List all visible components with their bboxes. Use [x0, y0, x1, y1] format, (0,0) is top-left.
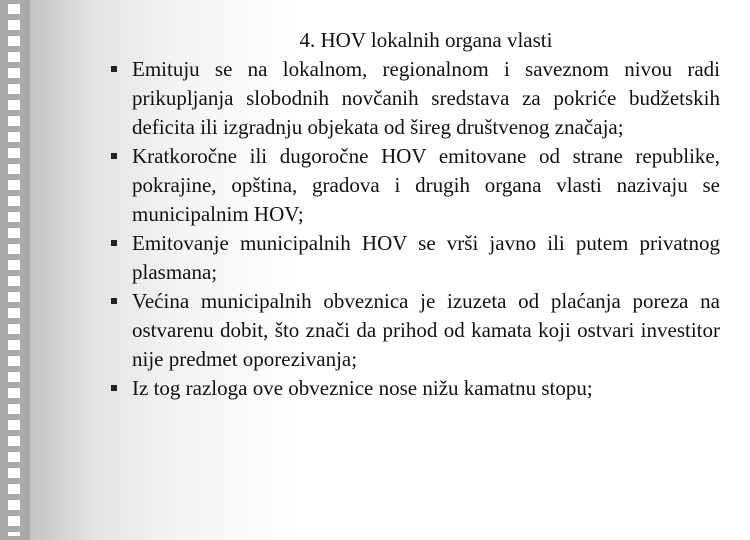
slide-title: 4. HOV lokalnih organa vlasti: [299, 28, 553, 52]
bullet-list: [108, 55, 720, 403]
bullet-item: [108, 55, 720, 142]
bullet-item: [108, 374, 720, 403]
film-strip-decoration: [0, 0, 30, 540]
square-bullet-icon: [111, 298, 117, 304]
square-bullet-icon: [111, 153, 117, 159]
bullet-text: Iz tog razloga ove obveznice nose nižu kamatnu stopu;: [132, 376, 593, 400]
bullet-item: [108, 287, 720, 374]
slide-content: [108, 26, 720, 403]
bullet-text: Emituju se na lokalnom, regionalnom i saveznom nivou radi prikupljanja slobodnih novčanih sredstava za pokriće budžetskih deficita ili izgradnju objekata od šireg društvenog značaja;: [132, 57, 720, 139]
square-bullet-icon: [111, 66, 117, 72]
bullet-text: Kratkoročne ili dugoročne HOV emitovane od strane republike, pokrajine, opština, gradova i drugih organa vlasti nazivaju se municipalnim HOV;: [132, 144, 720, 226]
bullet-text: Emitovanje municipalnih HOV se vrši javno ili putem privatnog plasmana;: [132, 231, 720, 284]
square-bullet-icon: [111, 385, 117, 391]
bullet-item: [108, 229, 720, 287]
square-bullet-icon: [111, 240, 117, 246]
bullet-text: Većina municipalnih obveznica je izuzeta od plaćanja poreza na ostvarenu dobit, što znači da prihod od kamata koji ostvari investitor nije predmet oporezivanja;: [132, 289, 720, 371]
bullet-item: [108, 142, 720, 229]
film-strip-holes: [8, 4, 20, 536]
